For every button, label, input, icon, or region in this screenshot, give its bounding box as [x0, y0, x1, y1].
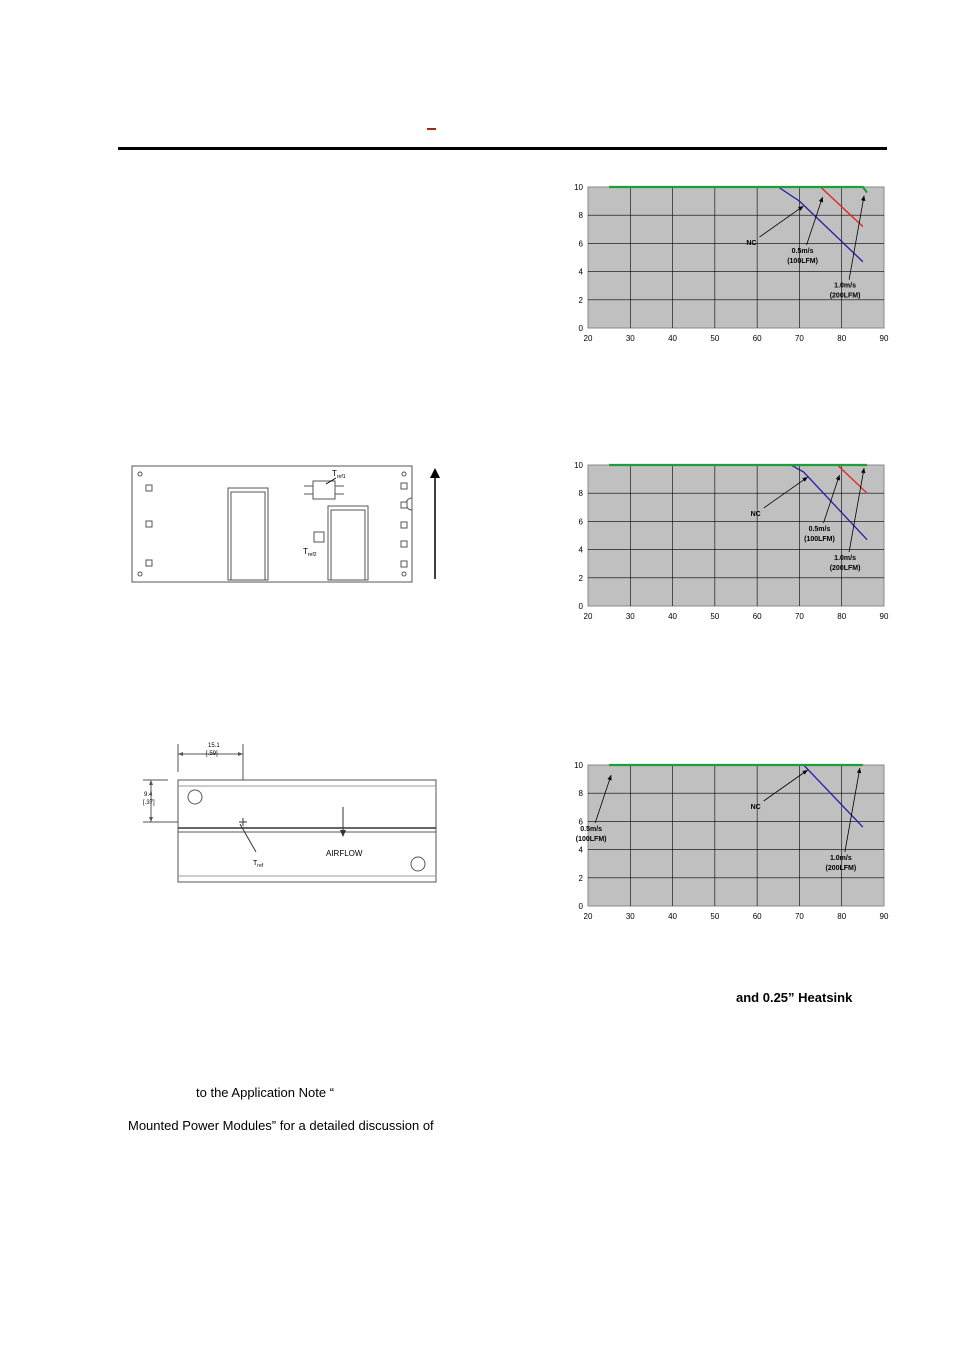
label-a10-speed: 1.0m/s	[829, 855, 852, 862]
x-tick-label: 80	[837, 334, 847, 343]
x-tick-label: 60	[752, 912, 762, 921]
label-a05-lfm: (100LFM)	[575, 836, 607, 843]
dim-h-bot: [.59]	[206, 751, 218, 757]
label-a05-speed: 0.5m/s	[808, 526, 831, 533]
plot-area	[588, 765, 884, 906]
label-nc: NC	[750, 511, 761, 519]
x-tick-label: 80	[837, 612, 847, 621]
x-tick-label: 70	[794, 612, 804, 621]
label-a05-lfm: (100LFM)	[804, 536, 835, 543]
y-tick-label: 6	[578, 817, 583, 827]
y-tick-label: 2	[578, 573, 583, 583]
x-tick-label: 20	[583, 912, 593, 921]
x-tick-label: 90	[879, 334, 889, 343]
derating-chart-1	[566, 182, 896, 352]
x-tick-label: 90	[879, 912, 889, 921]
chart-svg-1	[566, 182, 896, 352]
y-tick-label: 4	[578, 545, 583, 555]
label-nc: NC	[746, 240, 757, 248]
header-accent-dash	[427, 128, 436, 130]
heatsink-outline	[178, 780, 436, 882]
label-a10-lfm: (200LFM)	[829, 565, 861, 572]
derating-chart-3	[566, 760, 896, 930]
y-tick-label: 10	[574, 183, 583, 192]
x-tick-label: 50	[710, 612, 720, 621]
board-top-view-diagram	[128, 462, 448, 592]
x-tick-label: 30	[625, 612, 635, 621]
header-rule	[118, 147, 887, 150]
x-tick-label: 20	[583, 612, 593, 621]
x-tick-label: 70	[794, 334, 804, 343]
dim-v-top: 9.4	[144, 792, 153, 798]
tref2-label: $T_{ref2}$	[303, 547, 317, 558]
y-tick-label: 8	[578, 489, 583, 499]
plot-area	[588, 187, 884, 328]
y-tick-label: 10	[574, 461, 583, 470]
chart-svg-2	[566, 460, 896, 630]
y-tick-label: 8	[578, 789, 583, 799]
y-tick-label: 0	[578, 324, 583, 333]
board-outline	[132, 466, 412, 582]
label-nc: NC	[750, 804, 761, 811]
dim-v-bot: [.37]	[143, 800, 155, 806]
tref1-label: $T_{ref1}$	[332, 469, 346, 480]
y-tick-label: 8	[578, 211, 583, 221]
x-tick-label: 60	[752, 612, 762, 621]
tref-label: $T_{ref}$	[253, 860, 264, 869]
x-tick-label: 50	[710, 334, 720, 343]
dim-h-top: 15.1	[208, 743, 220, 749]
label-a10-speed: 1.0m/s	[834, 555, 856, 562]
y-tick-label: 0	[578, 602, 583, 611]
y-tick-label: 4	[578, 267, 583, 277]
x-tick-label: 30	[625, 912, 635, 921]
y-tick-label: 2	[578, 295, 583, 305]
x-tick-label: 70	[794, 912, 804, 921]
label-a05-speed: 0.5m/s	[791, 248, 814, 255]
airflow-label: AIRFLOW	[326, 849, 363, 858]
y-tick-label: 0	[578, 902, 583, 911]
derating-chart-2	[566, 460, 896, 630]
y-tick-label: 6	[578, 517, 583, 527]
airflow-arrow-head	[430, 468, 440, 478]
label-a05-lfm: (100LFM)	[787, 258, 818, 265]
y-tick-label: 6	[578, 239, 583, 249]
label-a05-speed: 0.5m/s	[580, 826, 603, 833]
x-tick-label: 90	[879, 612, 889, 621]
y-tick-label: 4	[578, 845, 583, 855]
x-tick-label: 30	[625, 334, 635, 343]
chart-svg-3	[566, 760, 896, 930]
label-a10-lfm: (200LFM)	[825, 865, 857, 872]
y-tick-label: 10	[574, 761, 583, 770]
x-tick-label: 50	[710, 912, 720, 921]
body-text-line-2: Mounted Power Modules” for a detailed discussion of	[128, 1118, 434, 1133]
x-tick-label: 40	[668, 612, 678, 621]
label-a10-lfm: (200LFM)	[829, 292, 861, 300]
board-side-view-diagram	[138, 742, 444, 887]
plot-area	[588, 465, 884, 606]
x-tick-label: 40	[668, 334, 678, 343]
x-tick-label: 40	[668, 912, 678, 921]
x-tick-label: 20	[583, 334, 593, 343]
figure-caption: and 0.25” Heatsink	[736, 990, 853, 1005]
label-a10-speed: 1.0m/s	[834, 282, 856, 290]
y-tick-label: 2	[578, 873, 583, 883]
x-tick-label: 80	[837, 912, 847, 921]
x-tick-label: 60	[752, 334, 762, 343]
body-text-line-1: to the Application Note “	[196, 1085, 335, 1100]
